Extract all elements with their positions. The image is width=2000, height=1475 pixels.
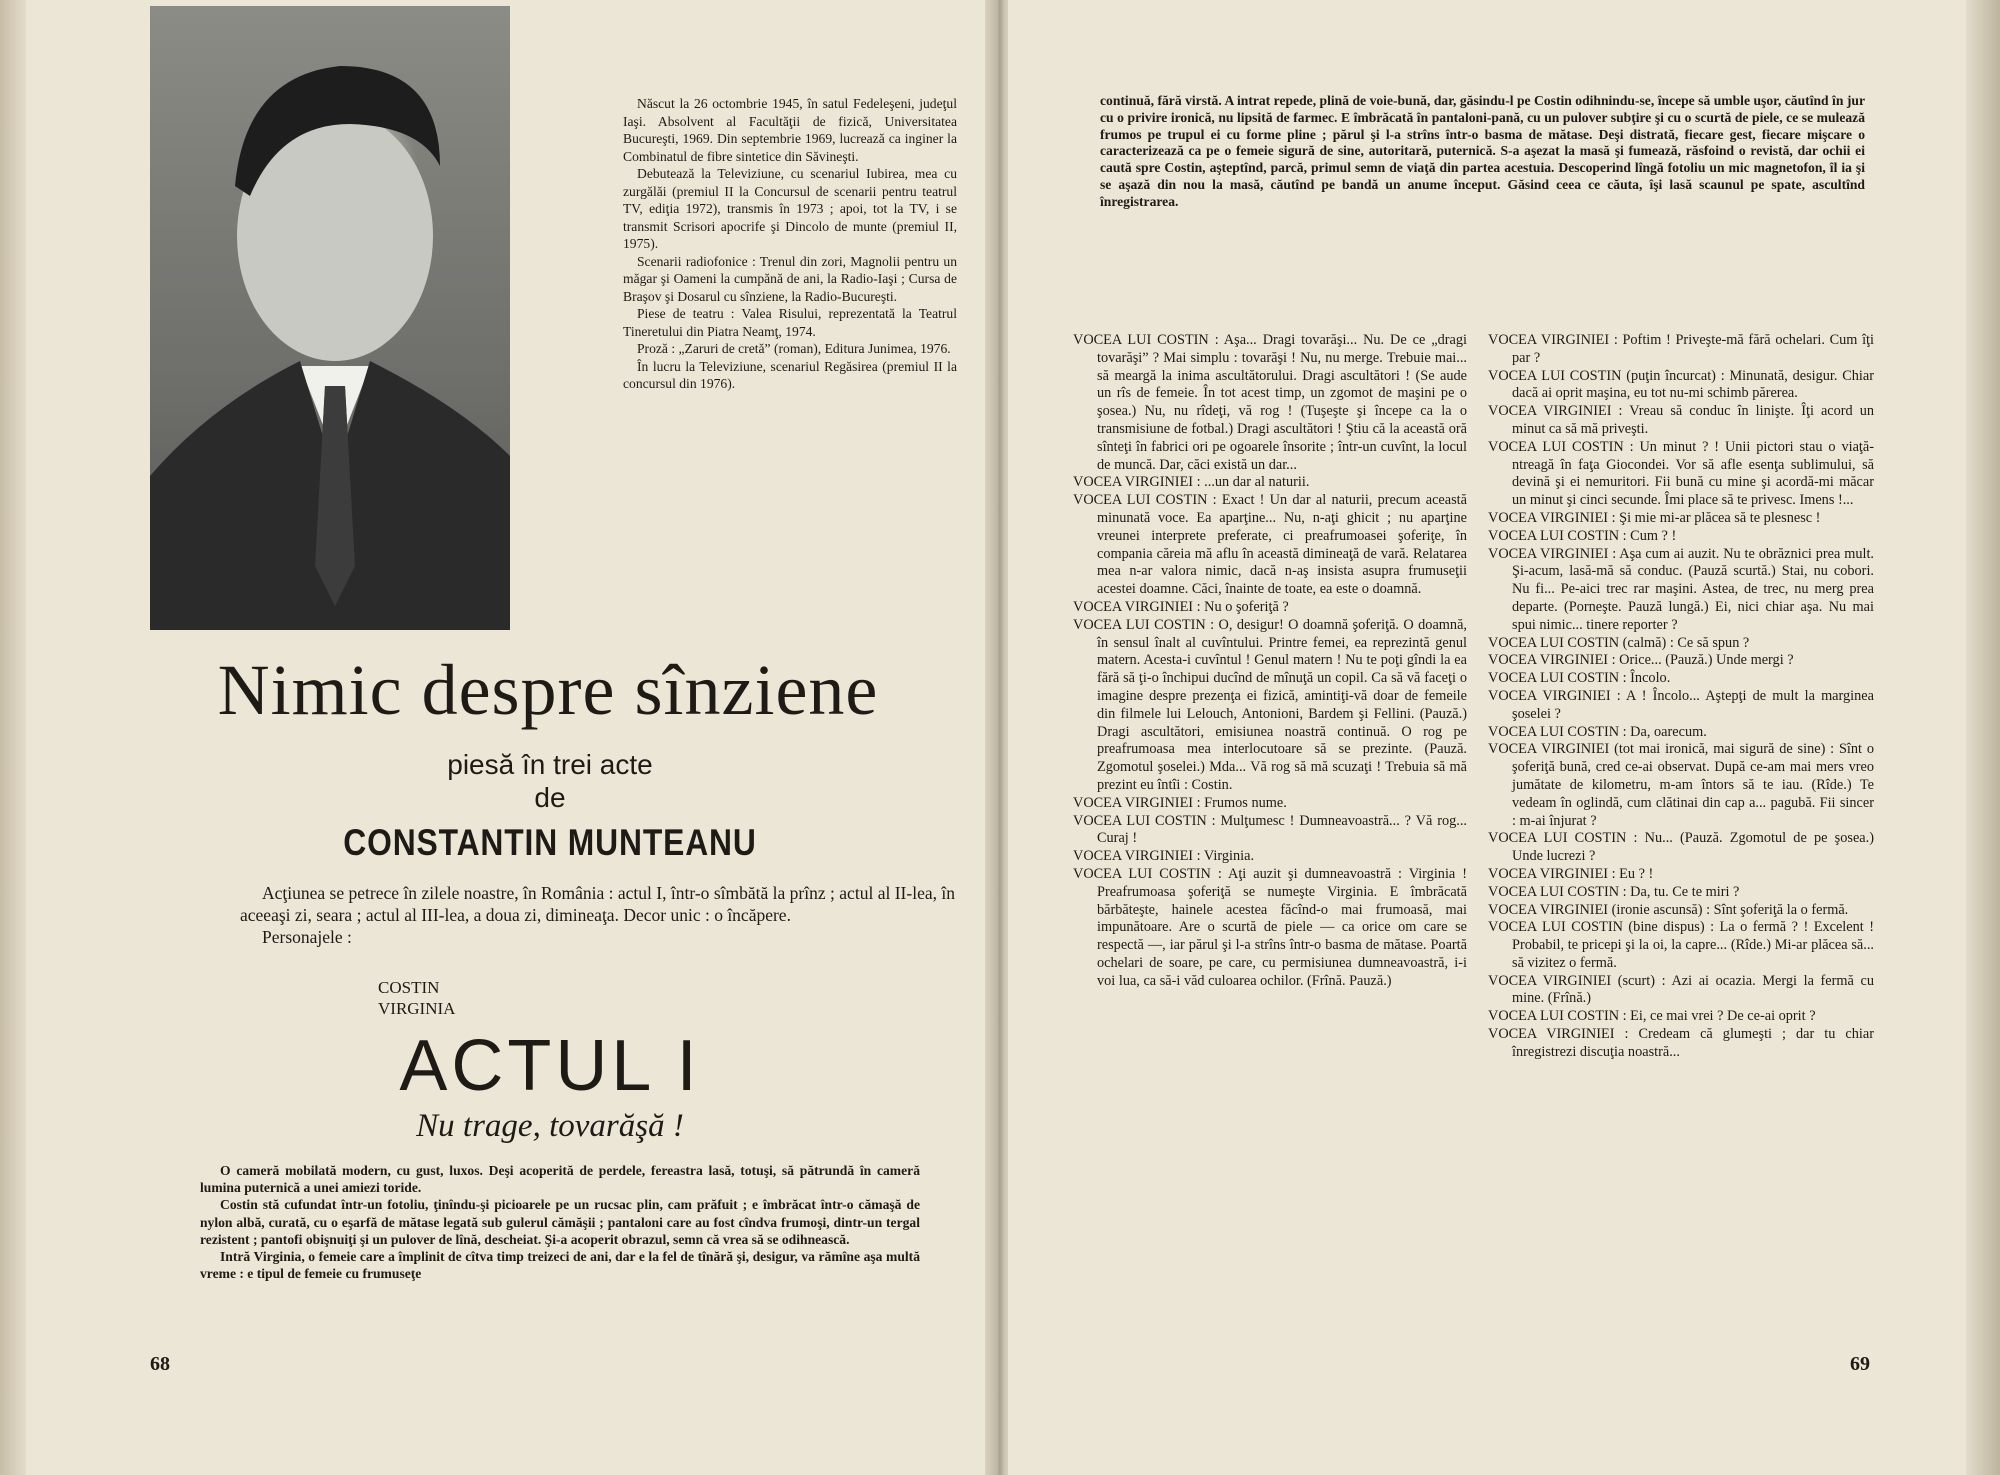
dialogue-line: VOCEA LUI COSTIN : O, desigur! O doamnă şoferiţă. O doamnă, în sensul înalt al cuvîntului. Printre femei, ea reprezintă genul matern. Acesta-i cuvîntul ! Genul matern ! Nu te poţi gîndi la ea fără să ţi-o închipui ducînd de mînuţă un copil. Ca să vă faceţi o imagine despre prezenţa ei fizică, amintiţi-vă doar de femeile din filmele lui Lelouch, Antonioni, Bardem şi Fellini. (Pauză.) Dragi ascultători, emisiunea noastră continuă. O rog pe preafrumoasa mea interlocutoare să se prezinte. (Pauză. Zgomotul şoselei.) Mda... Vă rog să mă scuzaţi ! Trebuia să mă prezint eu întîi : Costin. xyxy=(1073,616,1467,793)
page-number: 69 xyxy=(1850,1353,1870,1375)
dialogue-line: VOCEA VIRGINIEI : Vreau să conduc în linişte. Îţi acord un minut ca să mă priveşti. xyxy=(1488,403,1874,437)
dialogue-line: VOCEA VIRGINIEI : ...un dar al naturii. xyxy=(1073,474,1310,491)
subtitle-line: piesă în trei acte xyxy=(447,749,653,780)
author-biography xyxy=(623,95,957,393)
dialogue-line: VOCEA LUI COSTIN : Nu... (Pauză. Zgomotul de pe şosea.) Unde lucrezi ? xyxy=(1488,830,1874,865)
play-subtitle xyxy=(300,748,800,814)
act-subtitle: Nu trage, tovarăşă ! xyxy=(416,1108,684,1144)
portrait-illustration xyxy=(150,6,510,630)
dialogue-line: VOCEA VIRGINIEI (scurt) : Azi ai ocazia. Mergi la fermă cu mine. (Frînă.) xyxy=(1488,972,1874,1007)
dialogue-line: VOCEA LUI COSTIN : Exact ! Un dar al naturii, precum această minunată voce. Ea aparţine... Nu, n-aţi ghicit ; nu aparţine vreunei interprete preferate, ci preafrumoasei şoferiţe, în compania căreia mă aflu în această dimineaţă de vară. Relatarea mea n-ar valora nimic, dacă n-aş insista asupra frumuseţii acestei doamne. Căci, înainte de toate, ea este o doamnă. xyxy=(1073,492,1467,598)
author-photo xyxy=(150,6,510,630)
bio-paragraph: Scenarii radiofonice : Trenul din zori, Magnolii pentru un măgar şi Oameni la cumpănă de ani, la Radio-Iaşi ; Cursa de Braşov şi Dosarul cu sînziene, la Radio-Bucureşti. xyxy=(623,253,957,304)
dialogue-line: VOCEA LUI COSTIN (calmă) : Ce să spun ? xyxy=(1488,634,1750,651)
bio-paragraph: Născut la 26 octombrie 1945, în satul Fedeleşeni, judeţul Iaşi. Absolvent al Facultăţii de fizică, Universitatea Bucureşti, 1969. Din septembrie 1969, lucrează ca inginer la Combinatul de fibre sintetice din Săvineşti. xyxy=(623,96,957,164)
stage-directions xyxy=(200,1162,920,1282)
bio-paragraph: În lucru la Televiziune, scenariul Regăsirea (premiul II la concursul din 1976). xyxy=(623,358,957,391)
dialogue-line: VOCEA VIRGINIEI : Frumos nume. xyxy=(1073,794,1287,811)
stage-paragraph: Costin stă cufundat într-un fotoliu, ţinîndu-şi picioarele pe un rucsac plin, cam prăfuit ; e îmbrăcat într-o cămaşă de nylon albă, curată, cu o eşarfă de mătase legată sub gulerul cămăşii ; pantaloni care au fost cîndva frumoşi, dintr-un tergal rezistent ; pantofi obişnuiţi şi un pulover de lînă, descheiat. Şi-a acoperit obrazul, semn că vrea să se odihnească. xyxy=(200,1197,920,1247)
bio-paragraph: Proză : „Zaruri de cretă” (roman), Editura Junimea, 1976. xyxy=(637,341,951,356)
bio-paragraph: Debutează la Televiziune, cu scenariul Iubirea, mea cu zurgălăi (premiul II la Concursul de scenarii pentru teatrul TV, ediţia 1972), transmis în 1973 ; apoi, tot la TV, i se transmit Scrisori apocrife şi Dincolo de munte (premiul II, 1975). xyxy=(623,166,957,251)
dialogue-line: VOCEA VIRGINIEI : A ! Încolo... Aştepţi de mult la marginea şoselei ? xyxy=(1488,687,1874,722)
dialogue-line: VOCEA VIRGINIEI : Şi mie mi-ar plăcea să te plesnesc ! xyxy=(1488,509,1821,526)
dialogue-line: VOCEA LUI COSTIN : Încolo. xyxy=(1488,670,1671,687)
dialogue-line: VOCEA VIRGINIEI : Poftim ! Priveşte-mă fără ochelari. Cum îţi par ? xyxy=(1488,332,1874,366)
dialogue-line: VOCEA VIRGINIEI : Nu o şoferiţă ? xyxy=(1073,598,1289,615)
dialogue-line: VOCEA LUI COSTIN : Aţi auzit şi dumneavoastră : Virginia ! Preafrumoasa şoferiţă se numeşte Virginia. E îmbrăcată bărbăteşte, hainele acestea făcînd-o mai frumoasă, mai impunătoare. Are o scurtă de piele — ca orice om care se respectă —, iar părul şi l-a strîns într-o basma de mătase. Poartă ochelari de soare, pe care, cu permisiunea dumneavoastră, i-i voi lua, ca să-i văd culoarea ochilor. (Frînă. Pauză.) xyxy=(1073,865,1467,989)
dialogue-column-right xyxy=(1488,332,1874,1062)
stage-directions-continued: continuă, fără virstă. A intrat repede, plină de voie-bună, dar, găsindu-l pe Costin odihnindu-se, începe să umble uşor, căutînd în jur cu o privire ironică, nu lipsită de farmec. E îmbrăcată în pantaloni-pană, cu un pulover subţire şi cu o scurtă de piele, ce se mulează frumos pe trupul ei cu forme pline ; părul şi l-a strîns într-o basma de mătase. Deşi distrată, fiecare gest, fiecare mişcare o caracterizează ca pe o femeie sigură de sine, autoritară, puternică. S-a aşezat la masă şi fumează, răsfoind o revistă, dar ochii ei caută spre Costin, aşteptînd, parcă, primul semn de viaţă din partea acestuia. Descoperind lîngă fotoliu un mic magnetofon, îl ia şi se aşază din nou la masă, căutînd pe bandă un anume început. Găsind ceea ce căuta, îşi lasă scaunul pe spate, ascultînd înregistrarea. xyxy=(1100,93,1865,209)
bio-paragraph: Piese de teatru : Valea Risului, reprezentată la Teatrul Tineretului din Piatra Neamţ, 1974. xyxy=(623,306,957,339)
setting-description xyxy=(240,882,955,948)
left-page xyxy=(0,0,990,1475)
author-name: CONSTANTIN MUNTEANU xyxy=(343,822,757,863)
dialogue-line: VOCEA VIRGINIEI : Virginia. xyxy=(1073,848,1255,865)
character-list xyxy=(378,977,455,1019)
dialogue-line: VOCEA LUI COSTIN : Cum ? ! xyxy=(1488,527,1677,544)
dialogue-line: VOCEA LUI COSTIN (bine dispus) : La o fermă ? ! Excelent ! Probabil, te pricepi şi la oi, la capre... (Rîde.) Mi-ar plăcea să... să vizitez o fermă. xyxy=(1488,919,1874,971)
setting-paragraph: Acţiunea se petrece în zilele noastre, în România : actul I, într-o sîmbătă la prînz ; actul al II-lea, în aceeaşi zi, seara ; actul al III-lea, a doua zi, dimineaţa. Decor unic : o încăpere. xyxy=(240,883,955,925)
dialogue-line: VOCEA LUI COSTIN (puţin încurcat) : Minunată, desigur. Chiar dacă ai oprit maşina, eu tot nu-mi schimb părerea. xyxy=(1488,367,1874,402)
dialogue-column-left xyxy=(1073,332,1467,990)
subtitle-line: de xyxy=(534,782,566,813)
characters-heading: Personajele : xyxy=(262,927,352,947)
dialogue-line: VOCEA LUI COSTIN : Mulţumesc ! Dumneavoastră... ? Vă rog... Curaj ! xyxy=(1073,812,1467,847)
dialogue-line: VOCEA VIRGINIEI : Orice... (Pauză.) Unde mergi ? xyxy=(1488,652,1794,669)
dialogue-line: VOCEA VIRGINIEI : Credeam că glumeşti ; dar tu chiar înregistrezi discuţia noastră... xyxy=(1488,1026,1874,1060)
character-name: COSTIN xyxy=(378,978,440,997)
dialogue-line: VOCEA LUI COSTIN : Ei, ce mai vrei ? De ce-ai oprit ? xyxy=(1488,1008,1816,1025)
page-number: 68 xyxy=(150,1353,170,1375)
stage-paragraph: O cameră mobilată modern, cu gust, luxos. Deşi acoperită de perdele, fereastra lasă, totuşi, să pătrundă în cameră lumina puternică a unei amiezi toride. xyxy=(200,1163,920,1196)
play-title: Nimic despre sînziene xyxy=(217,650,879,730)
book-edge-right xyxy=(1966,0,2000,1475)
stage-paragraph: Intră Virginia, o femeie care a împlinit de cîtva timp treizeci de ani, dar e la fel de tînără şi, desigur, va rămîne aşa multă vreme : e tipul de femeie cu frumuseţe xyxy=(200,1249,920,1282)
dialogue-line: VOCEA VIRGINIEI (tot mai ironică, mai sigură de sine) : Sînt o şoferiţă bună, cred ce-ai observat. După ce-am mai mers vreo jumătate de kilometru, m-am întors să te iau. (Rîde.) Te vedeam în oglindă, cum clătinai din cap a... pagubă. Fii sincer : m-ai înjurat ? xyxy=(1488,741,1874,829)
dialogue-line: VOCEA LUI COSTIN : Un minut ? ! Unii pictori stau o viaţă-ntreagă în faţa Giocondei. Vor să afle esenţa sublimului, să devină şi ei nemuritori. Fii bună cu mine şi acordă-mi măcar un minut şi cinci secunde. Îmi place să te privesc. Imens !... xyxy=(1488,438,1874,509)
dialogue-line: VOCEA LUI COSTIN : Da, tu. Ce te miri ? xyxy=(1488,883,1740,900)
dialogue-line: VOCEA VIRGINIEI (ironie ascunsă) : Sînt şoferiţă la o fermă. xyxy=(1488,901,1849,918)
book-edge-left xyxy=(0,0,26,1475)
dialogue-line: VOCEA LUI COSTIN : Aşa... Dragi tovarăşi... Nu. De ce „dragi tovarăşi” ? Mai simplu : tovarăşi ! Nu, nu merge. Trebuie mai... să meargă la inima ascultătorului. Dragi ascultători ! (Se aude un rîs de femeie. În tot acest timp, un zgomot de maşini pe o şosea.) Nu, nu rîdeţi, vă rog ! (Tuşeşte şi începe ca la o transmisiune de fotbal.) Dragi ascultători ! Ştiu că la această oră sînteţi în fabrici ori pe ogoarele însorite ; într-un cuvînt, la locul de muncă. Dar, căci există un dar... xyxy=(1073,332,1467,473)
character-name: VIRGINIA xyxy=(378,999,456,1018)
dialogue-line: VOCEA LUI COSTIN : Da, oarecum. xyxy=(1488,723,1707,740)
act-heading: ACTUL I xyxy=(399,1026,701,1106)
dialogue-line: VOCEA VIRGINIEI : Eu ? ! xyxy=(1488,865,1654,882)
dialogue-line: VOCEA VIRGINIEI : Aşa cum ai auzit. Nu te obrăznici prea mult. Şi-acum, lasă-mă să conduc. (Pauză scurtă.) Stai, nu cobori. Nu fi... Pe-aici trec rar maşini. Astea, de trec, nu merg prea departe. (Porneşte. Pauză lungă.) Ei, nici chiar aşa. Nu mai spui nimic... tinere reporter ? xyxy=(1488,545,1874,633)
